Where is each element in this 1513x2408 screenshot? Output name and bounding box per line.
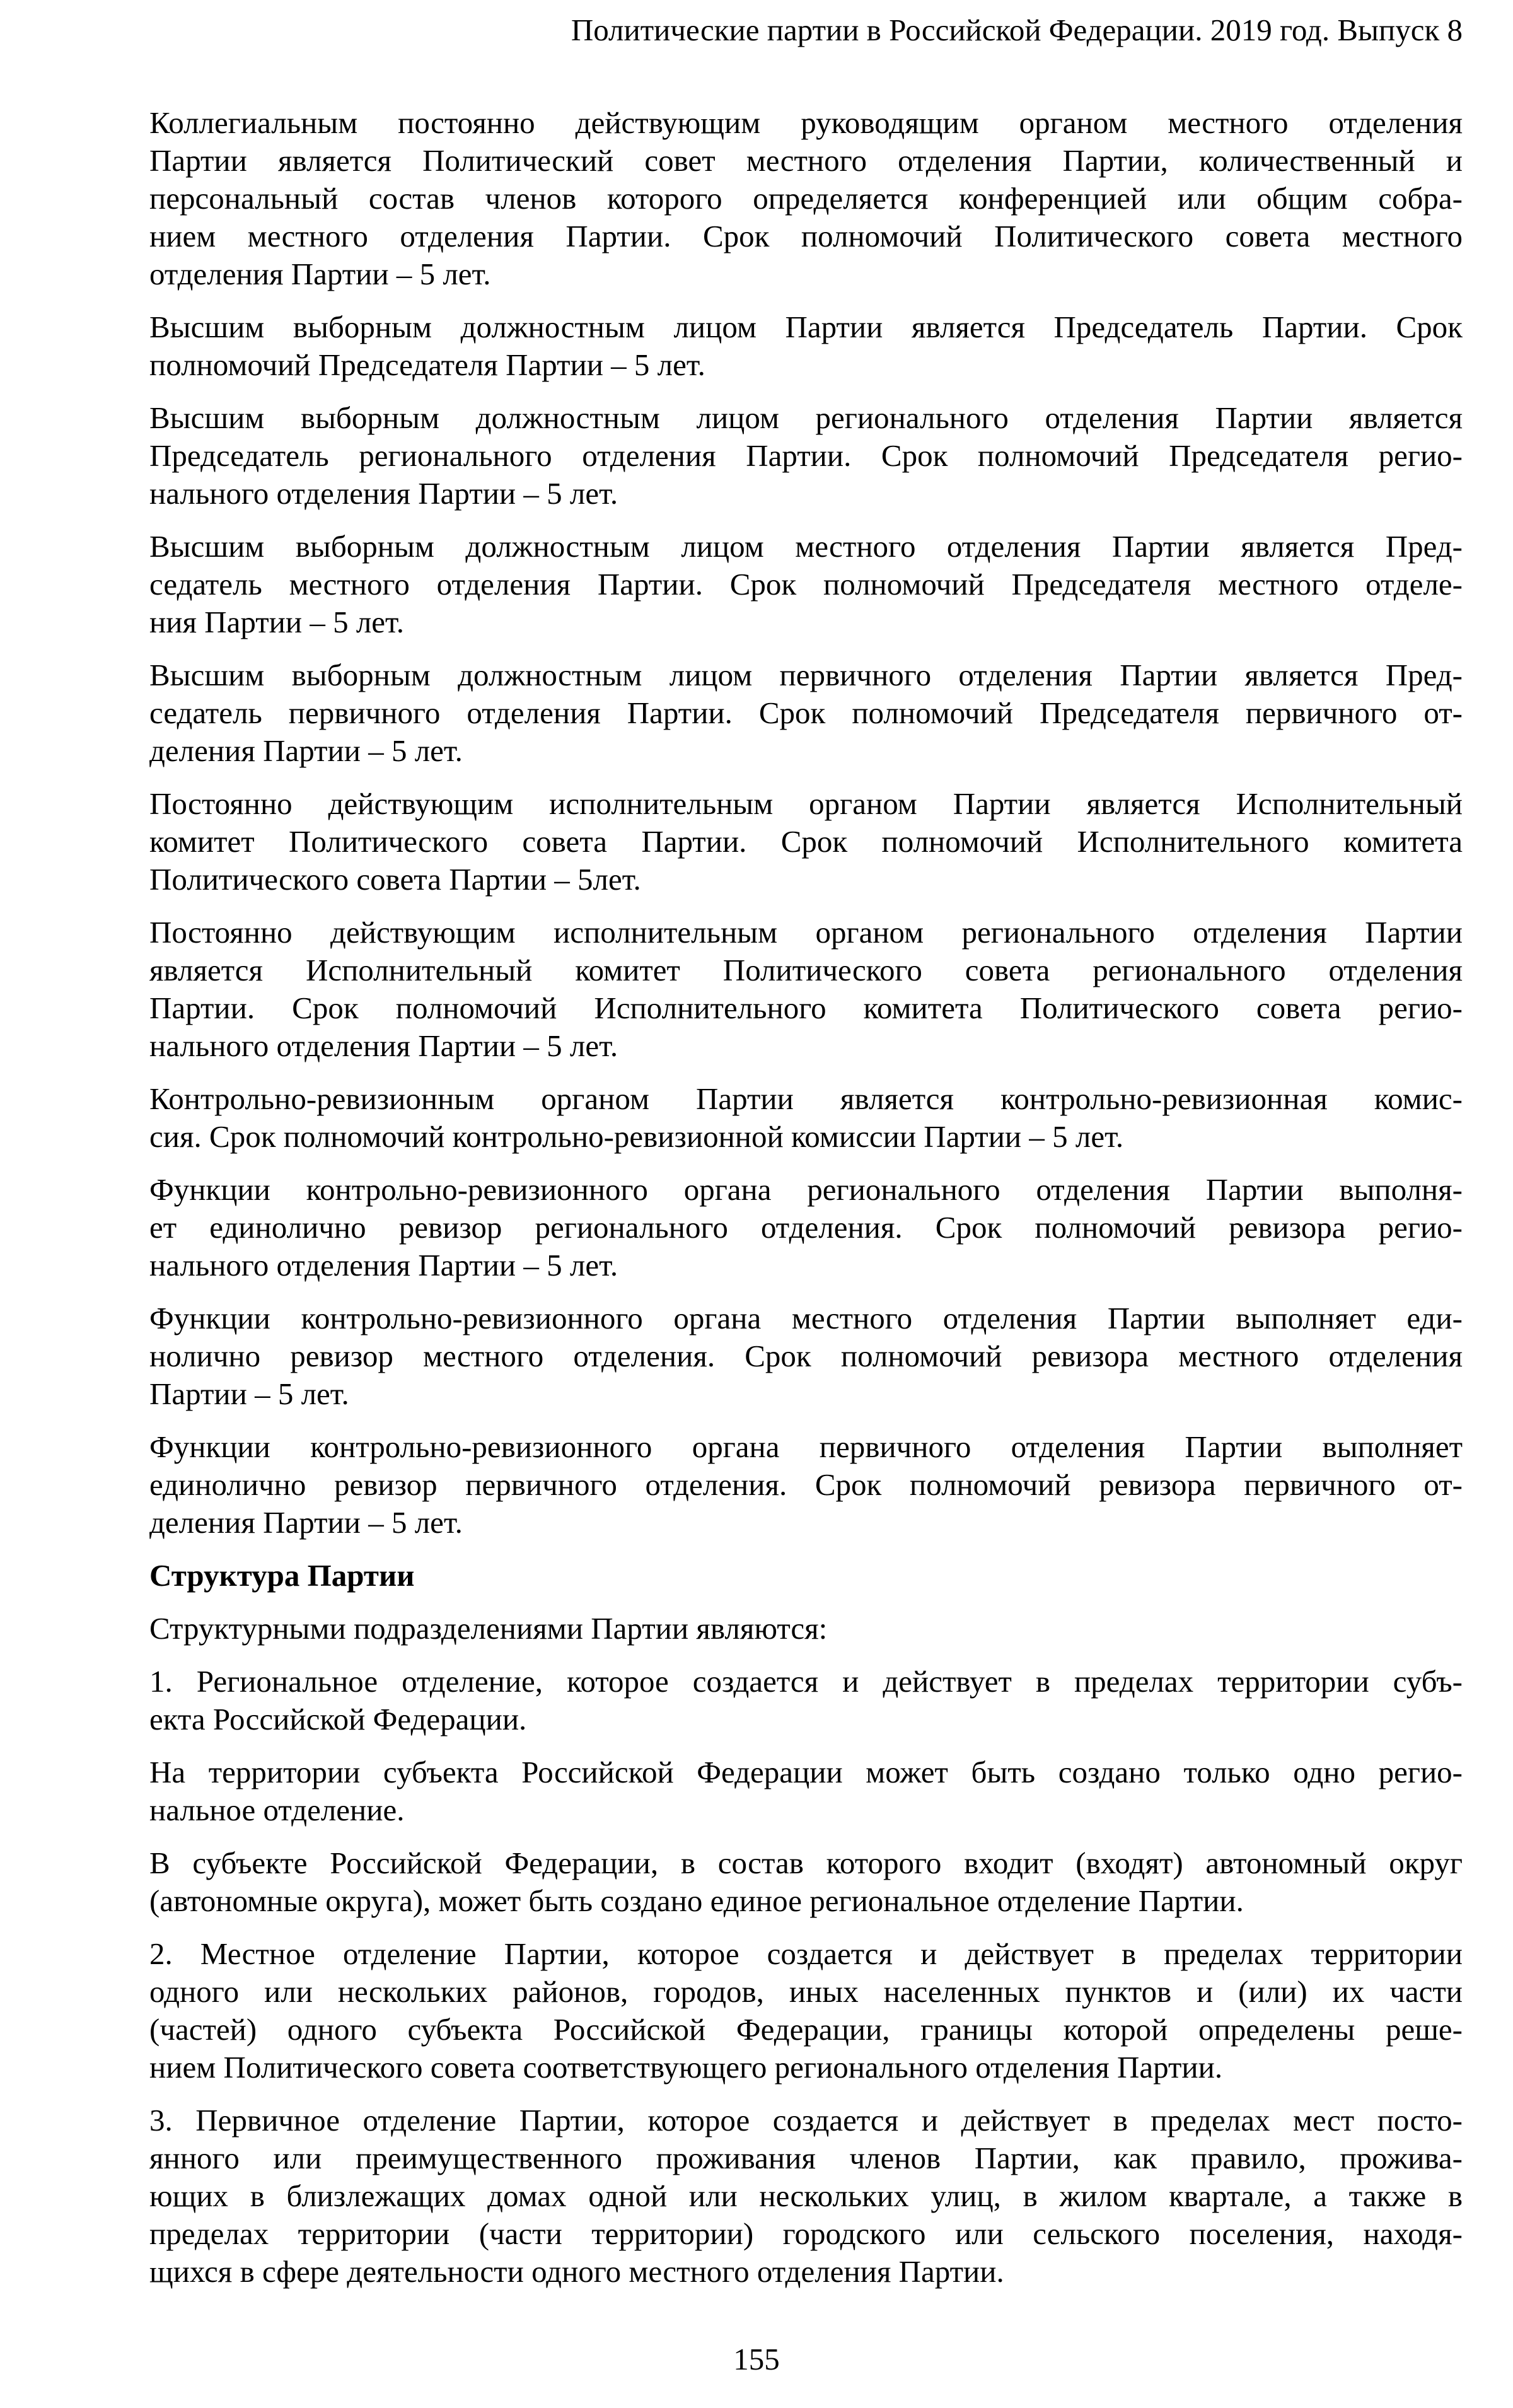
paragraph (149, 656, 1463, 770)
text-line: нием местного отделения Партии. Срок полномочий Политического совета местного (149, 219, 1463, 253)
text-line: Коллегиальным постоянно действующим руководящим органом местного отделения (149, 105, 1463, 140)
paragraph (149, 1300, 1463, 1413)
text-line: 1. Региональное отделение, которое создается и действует в пределах территории субъ- (149, 1664, 1463, 1699)
paragraph (149, 1754, 1463, 1829)
paragraph (149, 528, 1463, 641)
paragraph (149, 1935, 1463, 2086)
text-line: Структурными подразделениями Партии являются: (149, 1611, 828, 1646)
paragraph (149, 2102, 1463, 2291)
text-line: Постоянно действующим исполнительным органом регионального отделения Партии (149, 915, 1463, 950)
text-line: (частей) одного субъекта Российской Федерации, границы которой определены реше- (149, 2012, 1463, 2047)
text-line: полномочий Председателя Партии – 5 лет. (149, 347, 705, 382)
text-line: Контрольно-ревизионным органом Партии является контрольно-ревизионная комис- (149, 1081, 1463, 1116)
text-line: персональный состав членов которого определяется конференцией или общим собра- (149, 181, 1463, 216)
paragraph (149, 914, 1463, 1065)
text-line: янного или преимущественного проживания членов Партии, как правило, прожива- (149, 2141, 1463, 2175)
text-line: Политического совета Партии – 5лет. (149, 862, 641, 897)
text-line: Партии – 5 лет. (149, 1376, 349, 1411)
text-line: деления Партии – 5 лет. (149, 733, 463, 768)
text-line: комитет Политического совета Партии. Срок полномочий Исполнительного комитета (149, 824, 1463, 859)
text-line: нальное отделение. (149, 1793, 405, 1827)
text-line: нолично ревизор местного отделения. Срок полномочий ревизора местного отделения (149, 1339, 1463, 1373)
text-line: Функции контрольно-ревизионного органа регионального отделения Партии выполня- (149, 1172, 1463, 1207)
text-line: Структура Партии (149, 1558, 415, 1593)
paragraph (149, 399, 1463, 513)
text-line: Партии. Срок полномочий Исполнительного комитета Политического совета регио- (149, 991, 1463, 1025)
text-line: деления Партии – 5 лет. (149, 1505, 463, 1540)
text-line: нального отделения Партии – 5 лет. (149, 1028, 618, 1063)
paragraph (149, 308, 1463, 384)
text-line: нального отделения Партии – 5 лет. (149, 476, 618, 511)
text-line: Высшим выборным должностным лицом Партии является Председатель Партии. Срок (149, 310, 1463, 344)
text-line: отделения Партии – 5 лет. (149, 257, 491, 291)
text-blocks (149, 104, 1463, 2306)
paragraph (149, 1428, 1463, 1542)
text-line: Высшим выборным должностным лицом первичного отделения Партии является Пред- (149, 658, 1463, 692)
text-line: Функции контрольно-ревизионного органа местного отделения Партии выполняет еди- (149, 1301, 1463, 1335)
text-line: ния Партии – 5 лет. (149, 605, 405, 639)
text-line: ющих в близлежащих домах одной или нескольких улиц, в жилом квартале, а также в (149, 2178, 1463, 2213)
text-line: Функции контрольно-ревизионного органа первичного отделения Партии выполняет (149, 1429, 1463, 1464)
text-line: щихся в сфере деятельности одного местного отделения Партии. (149, 2254, 1004, 2289)
text-line: нального отделения Партии – 5 лет. (149, 1248, 618, 1283)
page-number: 155 (733, 2342, 780, 2376)
text-line: (автономные округа), может быть создано единое региональное отделение Партии. (149, 1883, 1244, 1918)
paragraph (149, 1663, 1463, 1738)
text-line: Высшим выборным должностным лицом регионального отделения Партии является (149, 400, 1463, 435)
text-line: Постоянно действующим исполнительным органом Партии является Исполнительный (149, 786, 1463, 821)
text-line: седатель первичного отделения Партии. Срок полномочий Председателя первичного от- (149, 695, 1463, 730)
running-header: Политические партии в Российской Федерации. 2019 год. Выпуск 8 (571, 13, 1463, 47)
text-line: На территории субъекта Российской Федерации может быть создано только одно регио- (149, 1755, 1463, 1789)
text-line: седатель местного отделения Партии. Срок полномочий Председателя местного отделе- (149, 567, 1463, 602)
text-line: 3. Первичное отделение Партии, которое создается и действует в пределах мест посто- (149, 2103, 1463, 2138)
text-line: Партии является Политический совет местного отделения Партии, количественный и (149, 143, 1463, 178)
text-line: В субъекте Российской Федерации, в состав которого входит (входят) автономный округ (149, 1846, 1463, 1880)
text-line: екта Российской Федерации. (149, 1702, 527, 1736)
text-line: сия. Срок полномочий контрольно-ревизионной комиссии Партии – 5 лет. (149, 1119, 1124, 1154)
text-line: одного или нескольких районов, городов, иных населенных пунктов и (или) их части (149, 1974, 1463, 2009)
paragraph (149, 1610, 1463, 1648)
text-line: пределах территории (части территории) городского или сельского поселения, находя- (149, 2216, 1463, 2251)
text-line: является Исполнительный комитет Политического совета регионального отделения (149, 953, 1463, 987)
text-line: Высшим выборным должностным лицом местного отделения Партии является Пред- (149, 529, 1463, 564)
text-line: Председатель регионального отделения Партии. Срок полномочий Председателя регио- (149, 438, 1463, 473)
text-line: 2. Местное отделение Партии, которое создается и действует в пределах территории (149, 1936, 1463, 1971)
paragraph (149, 785, 1463, 899)
paragraph (149, 1171, 1463, 1284)
text-line: единолично ревизор первичного отделения. Срок полномочий ревизора первичного от- (149, 1467, 1463, 1502)
paragraph (149, 1080, 1463, 1156)
paragraph (149, 104, 1463, 293)
text-line: ет единолично ревизор регионального отделения. Срок полномочий ревизора регио- (149, 1210, 1463, 1245)
text-line: нием Политического совета соответствующего регионального отделения Партии. (149, 2050, 1223, 2085)
paragraph (149, 1844, 1463, 1920)
section-heading (149, 1557, 1463, 1595)
